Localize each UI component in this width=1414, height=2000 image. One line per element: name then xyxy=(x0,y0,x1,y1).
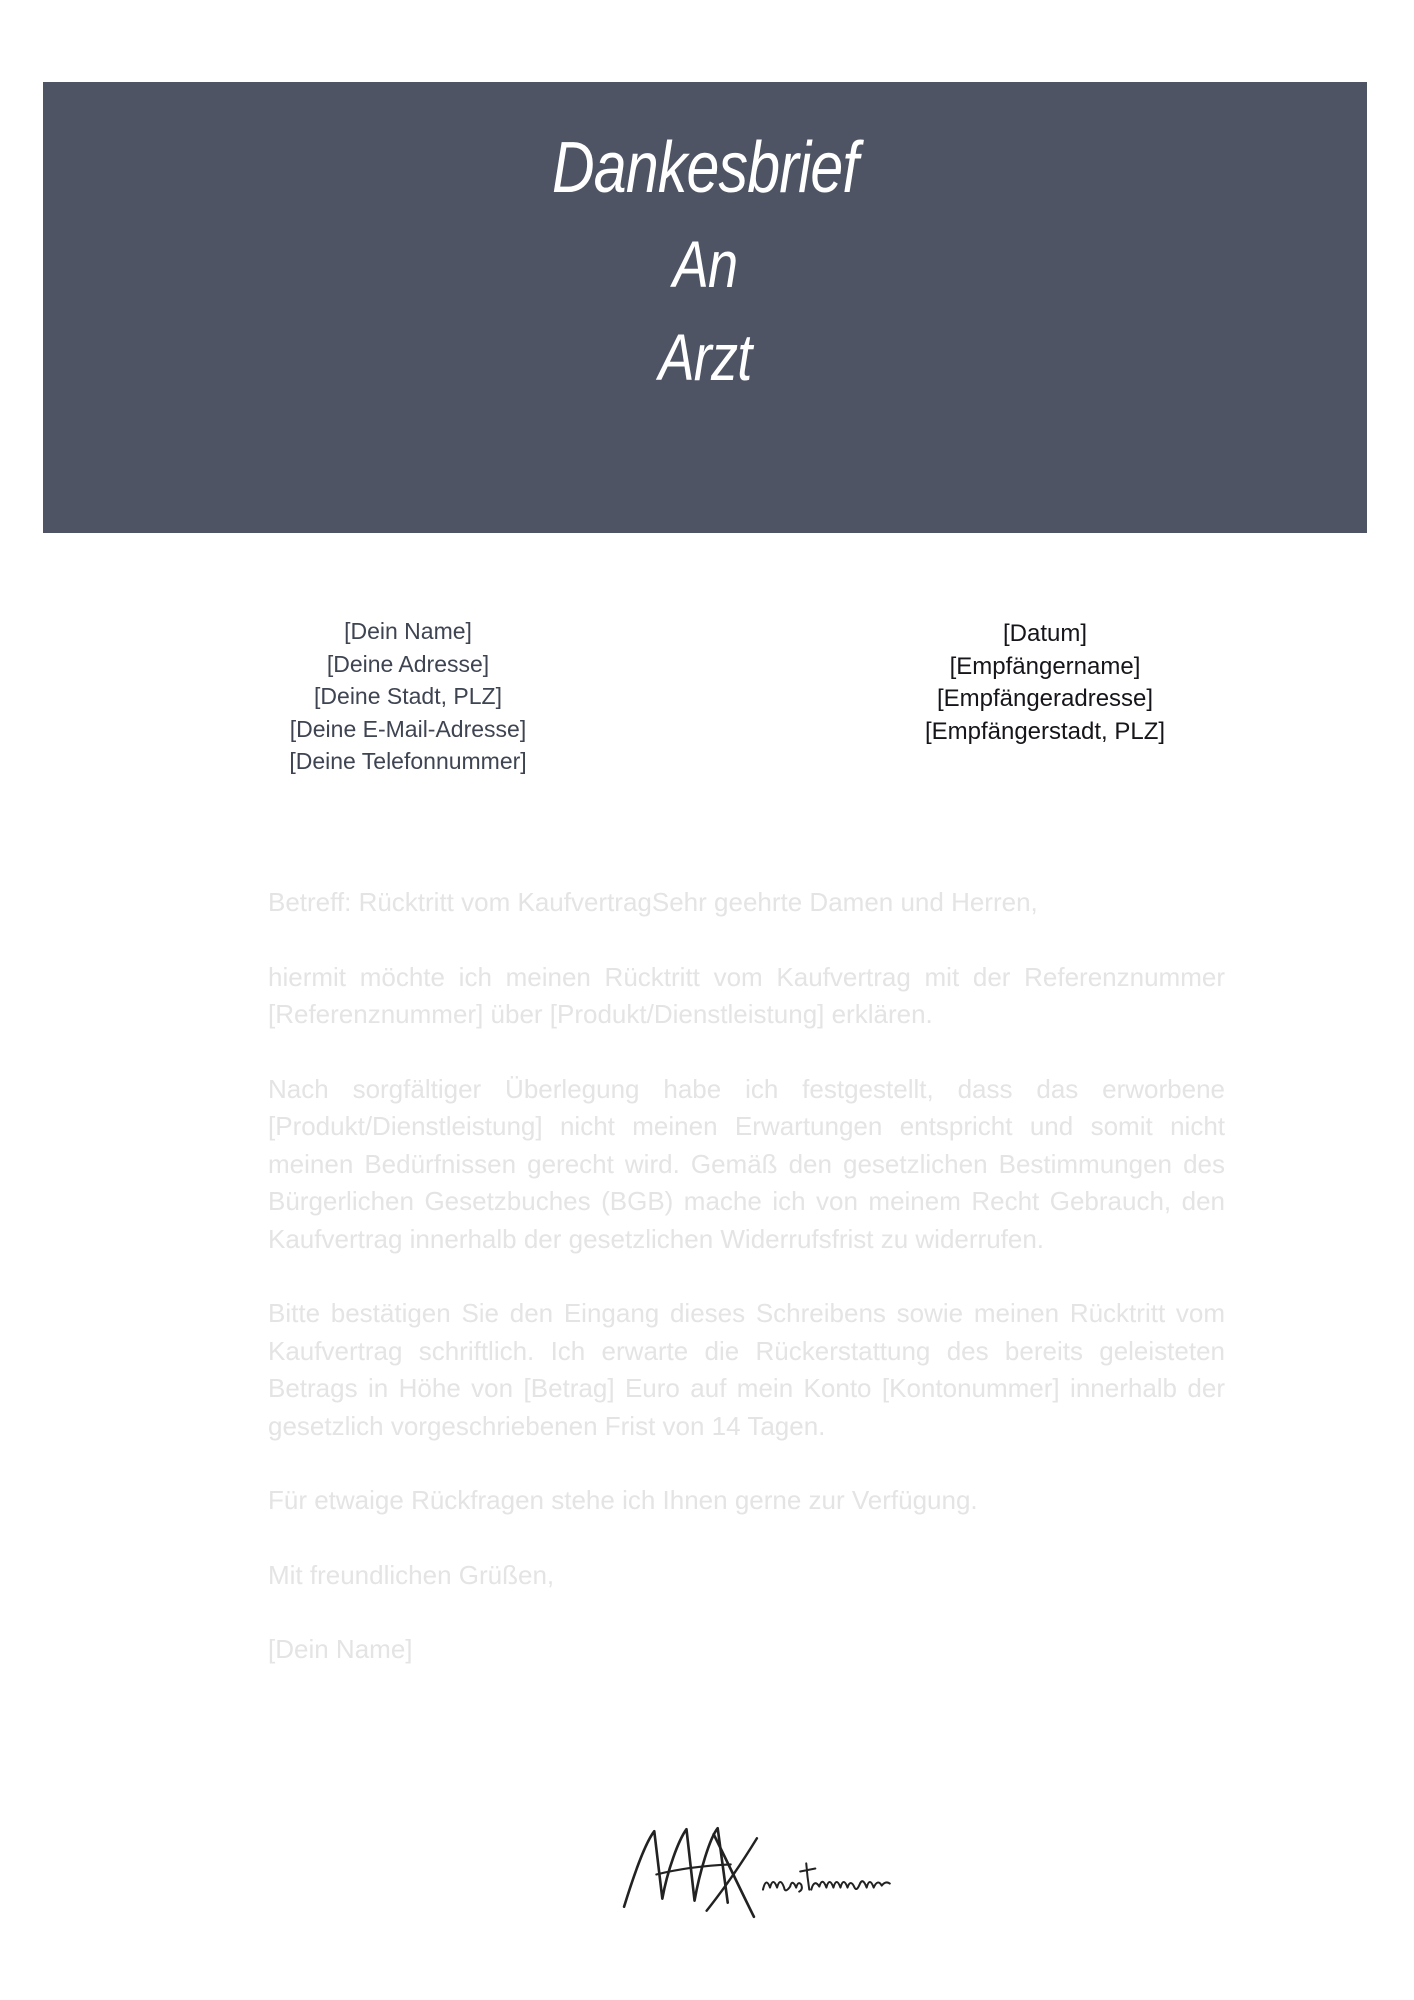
handwritten-signature xyxy=(612,1822,924,1928)
body-paragraph-3: Bitte bestätigen Sie den Eingang dieses Schreibens sowie meinen Rücktritt vom Kaufvertrag schriftlich. Ich erwarte die Rückerstattung des bereits geleisteten Betrags in Höhe von [Betrag] Euro auf mein Konto [Kontonummer] innerhalb der gesetzlich vorgeschriebenen Frist von 14 Tagen. xyxy=(268,1298,1225,1441)
sender-address: [Deine Adresse] xyxy=(326,650,490,677)
body-paragraph-2: Nach sorgfältiger Überlegung habe ich festgestellt, dass das erworbene [Produkt/Dienstleistung] nicht meinen Erwartungen entspricht und somit nicht meinen Bedürfnissen gerecht wird. Gemäß den gesetzlichen Bestimmungen des Bürgerlichen Gesetzbuches (BGB) mache ich von meinem Recht Gebrauch, den Kaufvertrag innerhalb der gesetzlichen Widerrufsfrist zu widerrufen. xyxy=(268,1073,1225,1254)
recipient-city: [Empfängerstadt, PLZ] xyxy=(924,717,1166,745)
letter-date: [Datum] xyxy=(1002,620,1088,647)
sender-phone: [Deine Telefonnummer] xyxy=(289,748,527,774)
body-paragraph-1: hiermit möchte ich meinen Rücktritt vom Kaufvertrag mit der Referenznummer [Referenznummer] über [Produkt/Dienstleistung] erklären. xyxy=(268,961,1225,1029)
subject-line: Betreff: Rücktritt vom KaufvertragSehr geehrte Damen und Herren, xyxy=(268,887,1038,917)
recipient-address-block xyxy=(895,618,1195,748)
letter-title xyxy=(162,82,1248,400)
title-line-1: Dankesbrief xyxy=(551,128,859,208)
title-line-3: Arzt xyxy=(658,320,752,394)
closing-remark: Für etwaige Rückfragen stehe ich Ihnen gerne zur Verfügung. xyxy=(268,1485,978,1515)
sender-address-block xyxy=(258,615,558,778)
sender-city: [Deine Stadt, PLZ] xyxy=(314,683,502,709)
signature-drawing xyxy=(612,1822,924,1928)
title-line-2: An xyxy=(672,227,738,301)
closing-salutation: Mit freundlichen Grüßen, xyxy=(268,1559,555,1590)
sender-email: [Deine E-Mail-Adresse] xyxy=(289,715,527,742)
recipient-name: [Empfängername] xyxy=(949,652,1141,680)
header-banner xyxy=(43,82,1367,533)
letter-body xyxy=(268,884,1225,1706)
recipient-address: [Empfängeradresse] xyxy=(936,685,1154,712)
signature-name-placeholder: [Dein Name] xyxy=(268,1634,413,1664)
sender-name: [Dein Name] xyxy=(344,618,472,644)
